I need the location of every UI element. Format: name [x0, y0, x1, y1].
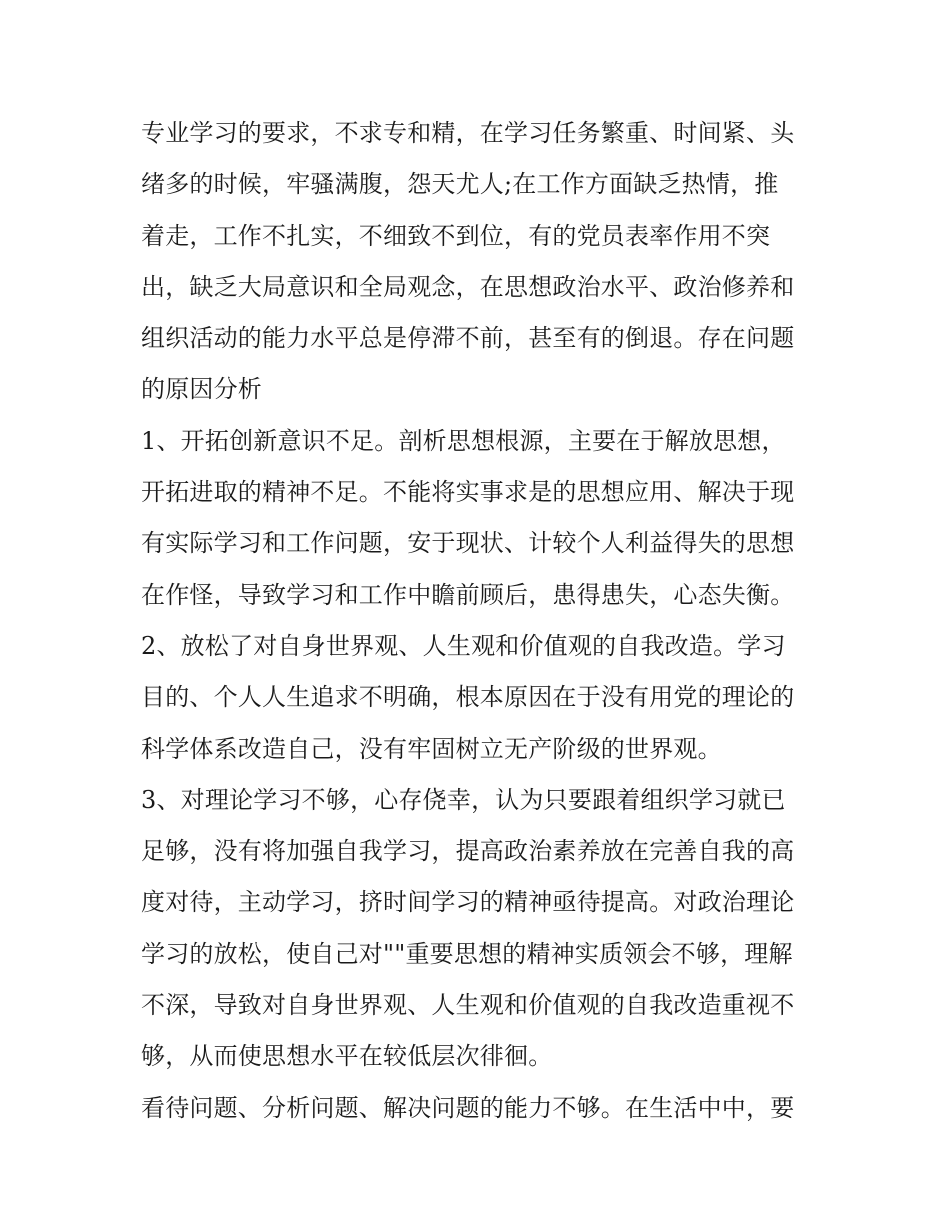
- text-line: 看待问题、分析问题、解决问题的能力不够。在生活中中，要: [141, 1093, 795, 1122]
- text-line: 度对待，主动学习，挤时间学习的精神亟待提高。对政治理论: [141, 888, 795, 917]
- text-line: 专业学习的要求，不求专和精，在学习任务繁重、时间紧、头: [141, 119, 795, 147]
- text-line: 出，缺乏大局意识和全局观念，在思想政治水平、政治修养和: [141, 272, 795, 301]
- text-line: 不深，导致对自身世界观、人生观和价值观的自我改造重视不: [141, 991, 795, 1020]
- text-line: 绪多的时候，牢骚满腹，怨天尤人;在工作方面缺乏热情，推: [141, 170, 779, 199]
- text-line: 在作怪，导致学习和工作中瞻前顾后，患得患失，心态失衡。: [141, 580, 795, 609]
- body-text: [141, 108, 821, 1134]
- section-heading: 的原因分析: [141, 375, 262, 404]
- text-line: 有实际学习和工作问题，安于现状、计较个人利益得失的思想: [141, 529, 795, 558]
- text-line: 开拓进取的精神不足。不能将实事求是的思想应用、解决于现: [141, 478, 795, 507]
- text-line: 着走，工作不扎实，不细致不到位，有的党员表率作用不突: [141, 221, 771, 250]
- text-line: 足够，没有将加强自我学习，提高政治素养放在完善自我的高: [141, 837, 795, 866]
- text-line: 组织活动的能力水平总是停滞不前，甚至有的倒退。存在问题: [141, 324, 795, 353]
- text-line: 学习的放松，使自己对""重要思想的精神实质领会不够，理解: [141, 939, 793, 968]
- text-line: 1、开拓创新意识不足。剖析思想根源，主要在于解放思想，: [141, 426, 786, 455]
- text-line: 科学体系改造自己，没有牢固树立无产阶级的世界观。: [141, 734, 722, 763]
- text-line: 3、对理论学习不够，心存侥幸，认为只要跟着组织学习就已: [141, 785, 786, 814]
- text-line: 2、放松了对自身世界观、人生观和价值观的自我改造。学习: [141, 631, 786, 660]
- text-line: 够，从而使思想水平在较低层次徘徊。: [141, 1042, 553, 1071]
- text-line: 目的、个人人生追求不明确，根本原因在于没有用党的理论的: [141, 683, 795, 712]
